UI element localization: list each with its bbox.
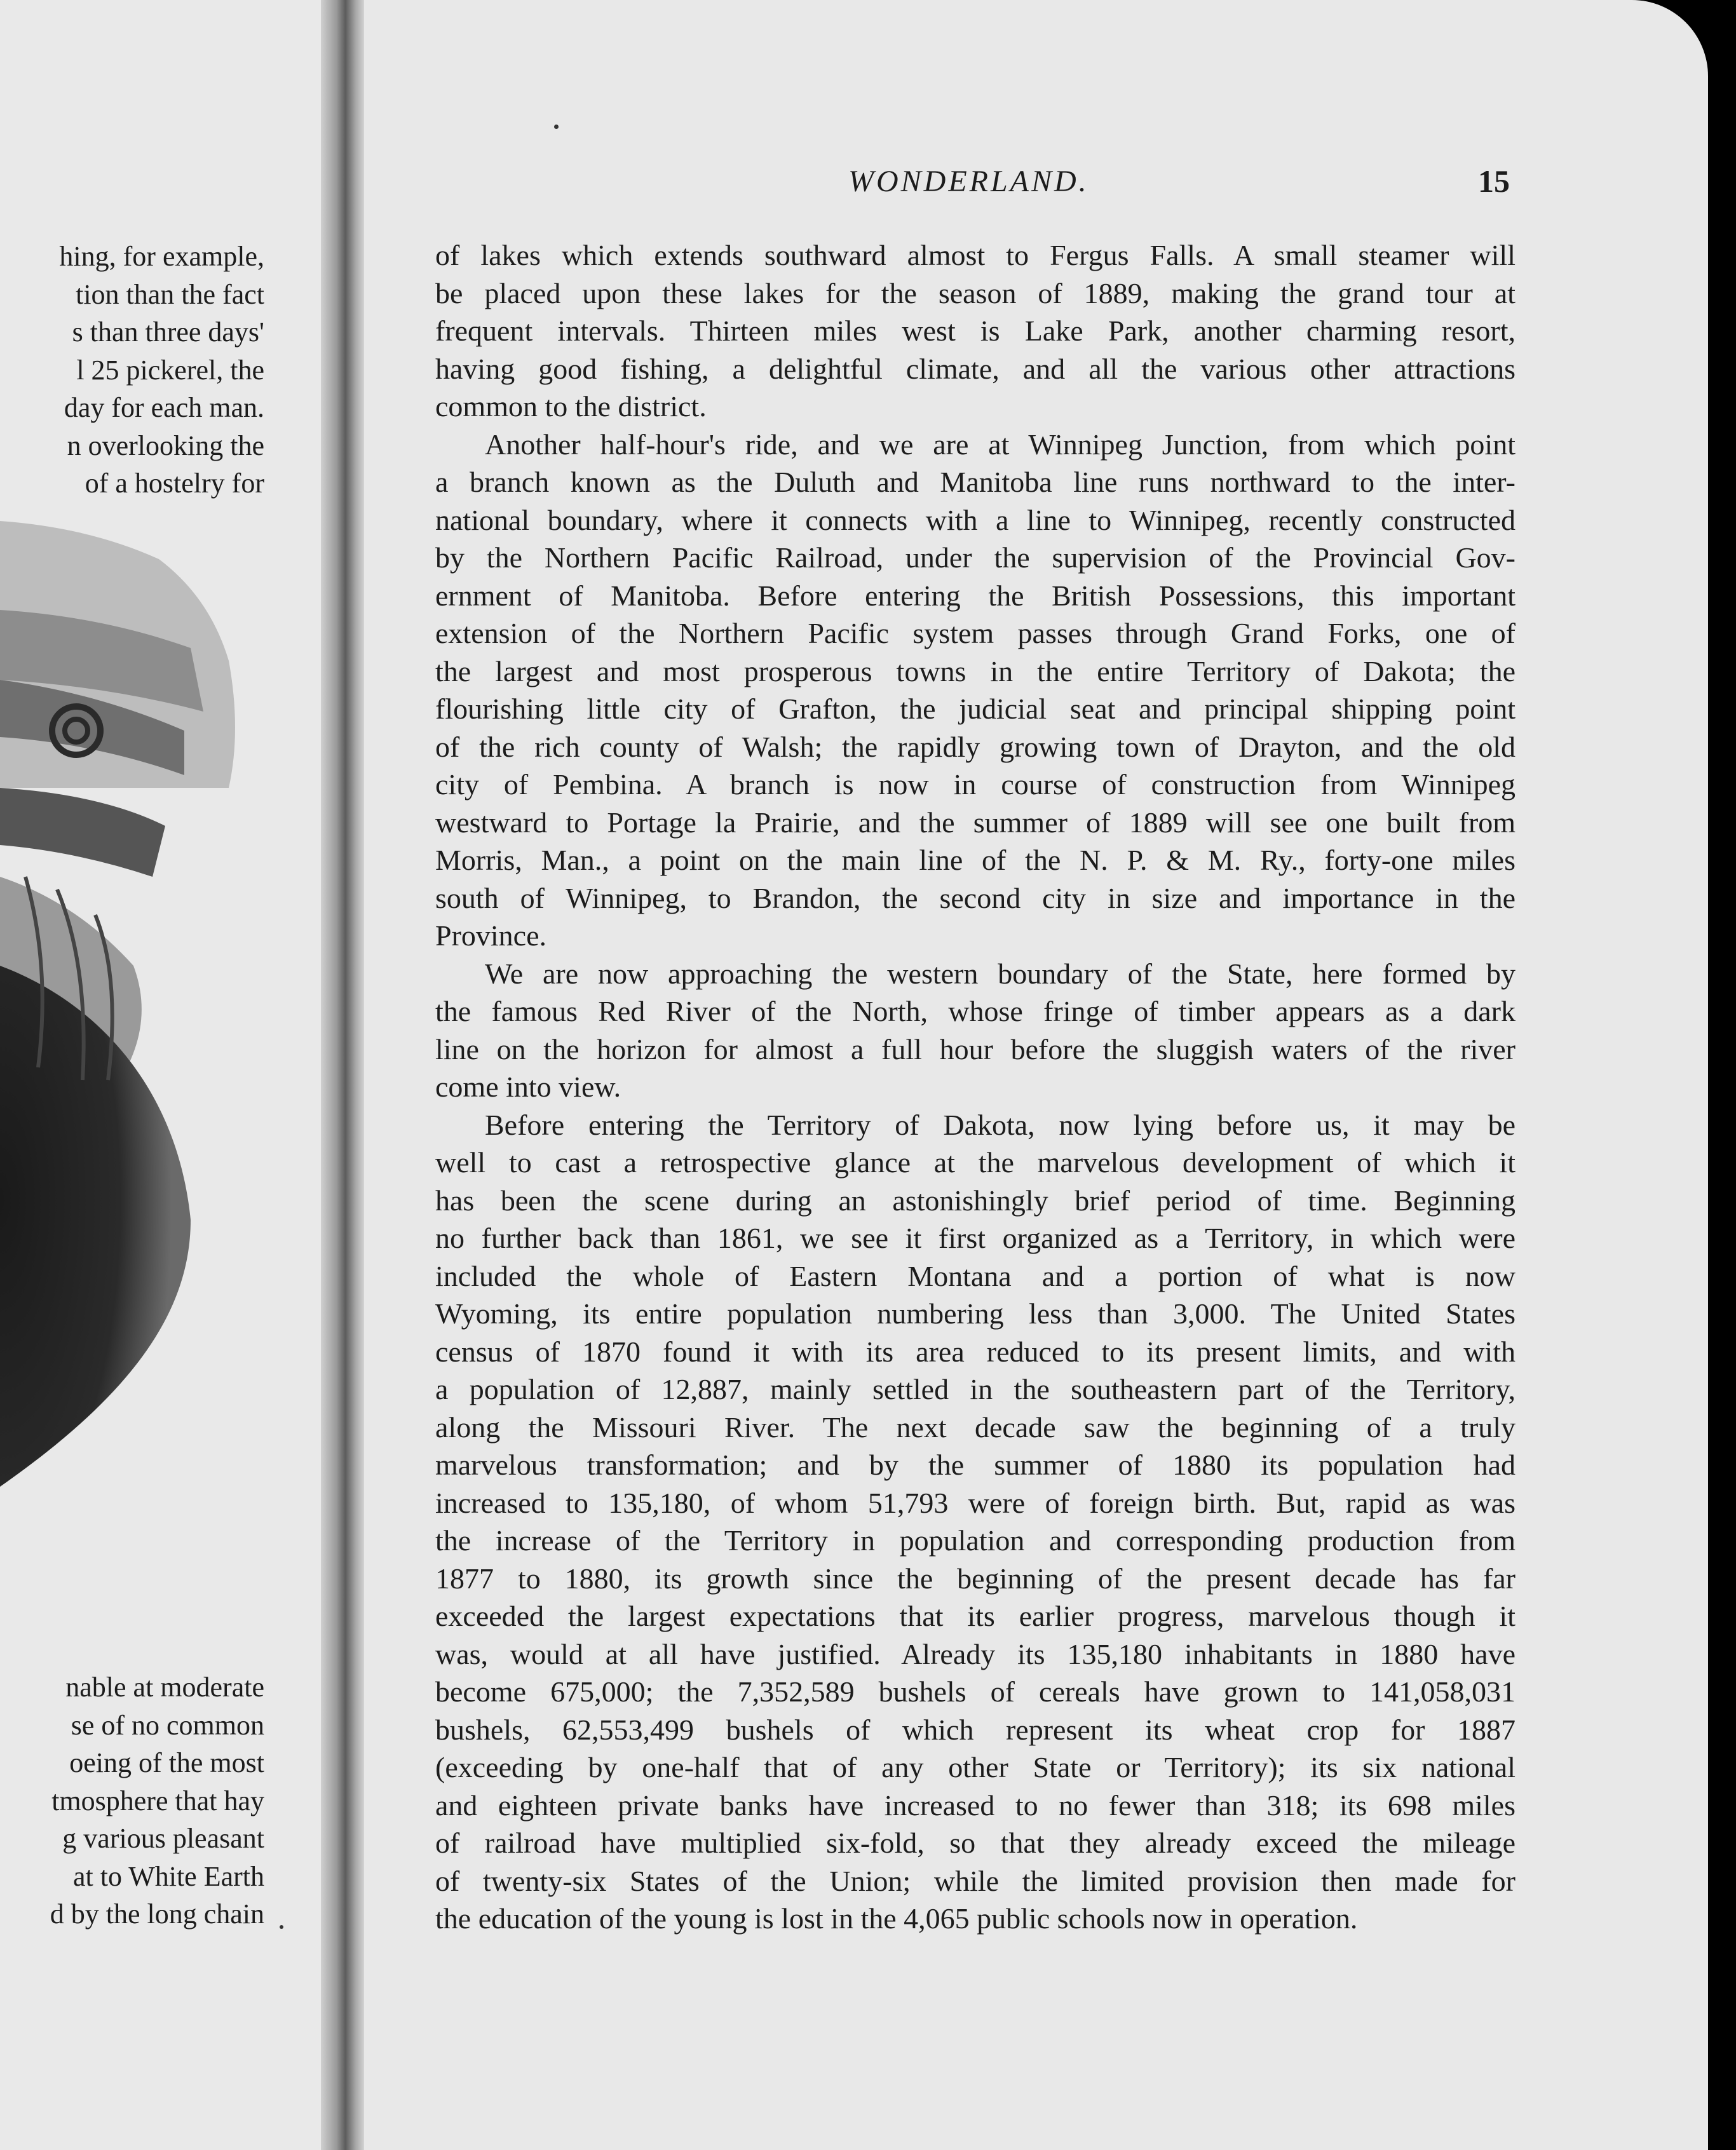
text-line: be placed upon these lakes for the season of 1889, making the grand tour at [435, 276, 1516, 309]
text-line: the famous Red River of the North, whose fringe of timber appears as a dark [435, 995, 1516, 1027]
text-line: and eighteen private banks have increased to no fewer than 318; its 698 miles [435, 1788, 1516, 1822]
text-line: exceeded the largest expectations that its earlier progress, marvelous though it [435, 1600, 1516, 1632]
engraving-illustration [0, 521, 241, 1512]
paragraph [435, 426, 1516, 955]
text-line: of railroad have multiplied six-fold, so that they already exceed the mileage [435, 1827, 1516, 1859]
body-text [435, 236, 1516, 1938]
text-line: Before entering the Territory of Dakota, now lying before us, it may be [485, 1108, 1516, 1141]
facing-page-line: day for each man. [64, 392, 264, 423]
text-line: national boundary, where it connects with a line to Winnipeg, recently constructed [435, 503, 1516, 536]
text-line: extension of the Northern Pacific system passes through Grand Forks, one of [435, 617, 1516, 649]
text-line: We are now approaching the western boundary of the State, here formed by [485, 957, 1516, 990]
facing-page-line: nable at moderate [65, 1672, 264, 1703]
page-number: 15 [1478, 163, 1510, 199]
text-line: 1877 to 1880, its growth since the beginning of the present decade has far [435, 1562, 1516, 1595]
ink-speck [554, 125, 559, 129]
text-line: included the whole of Eastern Montana and a portion of what is now [435, 1259, 1516, 1292]
text-line: the largest and most prosperous towns in the entire Territory of Dakota; the [435, 654, 1516, 687]
text-line: city of Pembina. A branch is now in course of construction from Winnipeg [435, 768, 1516, 801]
facing-page-line: s than three days' [72, 316, 264, 348]
text-line: a branch known as the Duluth and Manitoba line runs northward to the inter- [435, 466, 1516, 498]
text-line: no further back than 1861, we see it first organized as a Territory, in which were [435, 1222, 1516, 1254]
paragraph [435, 955, 1516, 1106]
text-line: the increase of the Territory in population and corresponding production from [435, 1524, 1516, 1557]
text-line: Another half-hour's ride, and we are at Winnipeg Junction, from which point [485, 428, 1516, 461]
paragraph [435, 1106, 1516, 1938]
text-line: common to the district. [435, 390, 707, 423]
text-line: Province. [435, 919, 547, 952]
text-line: of the rich county of Walsh; the rapidly growing town of Drayton, and the old [435, 730, 1516, 763]
facing-page-line: oeing of the most [69, 1747, 264, 1778]
text-line: of twenty-six States of the Union; while the limited provision then made for [435, 1864, 1516, 1897]
ink-speck [280, 1925, 283, 1929]
text-line: increased to 135,180, of whom 51,793 were of foreign birth. But, rapid as was [435, 1486, 1516, 1519]
text-line: flourishing little city of Grafton, the judicial seat and principal shipping point [435, 693, 1516, 725]
text-line: the education of the young is lost in the 4,065 public schools now in operation. [435, 1902, 1358, 1935]
facing-page-line: at to White Earth [73, 1860, 264, 1892]
text-line: marvelous transformation; and by the summer of 1880 its population had [435, 1449, 1516, 1481]
facing-page-line: of a hostelry for [85, 468, 264, 499]
text-line: bushels, 62,553,499 bushels of which represent its wheat crop for 1887 [435, 1713, 1516, 1746]
text-line: having good fishing, a delightful climate, and all the various other attractions [435, 352, 1516, 385]
facing-page [0, 0, 330, 2150]
text-line: was, would at all have justified. Already its 135,180 inhabitants in 1880 have [435, 1637, 1516, 1670]
facing-page-line: se of no common [71, 1709, 264, 1741]
text-line: (exceeding by one-half that of any other State or Territory); its six national [435, 1751, 1516, 1783]
paragraph [435, 236, 1516, 426]
text-line: census of 1870 found it with its area reduced to its present limits, and with [435, 1335, 1516, 1368]
text-line: Morris, Man., a point on the main line of the N. P. & M. Ry., forty-one miles [435, 844, 1516, 876]
facing-page-line: g various pleasant [62, 1823, 264, 1854]
text-line: frequent intervals. Thirteen miles west is Lake Park, another charming resort, [435, 314, 1516, 347]
text-line: Wyoming, its entire population numbering less than 3,000. The United States [435, 1297, 1516, 1330]
facing-page-line: n overlooking the [67, 429, 264, 461]
text-line: westward to Portage la Prairie, and the summer of 1889 will see one built from [435, 806, 1516, 839]
running-head: WONDERLAND. [848, 165, 1089, 198]
text-line: ernment of Manitoba. Before entering the British Possessions, this important [435, 579, 1516, 612]
facing-page-line: hing, for example, [59, 241, 264, 272]
text-line: line on the horizon for almost a full hour before the sluggish waters of the river [435, 1032, 1516, 1065]
text-line: south of Winnipeg, to Brandon, the second city in size and importance in the [435, 881, 1516, 914]
facing-page-line: d by the long chain [50, 1898, 264, 1930]
text-line: become 675,000; the 7,352,589 bushels of cereals have grown to 141,058,031 [435, 1675, 1516, 1708]
text-line: by the Northern Pacific Railroad, under the supervision of the Provincial Gov- [435, 541, 1516, 574]
facing-page-line: tmosphere that hay [51, 1785, 264, 1816]
text-line: come into view. [435, 1071, 621, 1103]
text-line: has been the scene during an astonishingly brief period of time. Beginning [435, 1184, 1516, 1217]
text-line: along the Missouri River. The next decade saw the beginning of a truly [435, 1410, 1516, 1443]
facing-page-line: tion than the fact [76, 278, 264, 310]
text-line: of lakes which extends southward almost to Fergus Falls. A small steamer will [435, 239, 1516, 271]
facing-page-line: l 25 pickerel, the [76, 354, 264, 386]
text-line: well to cast a retrospective glance at the marvelous development of which it [435, 1146, 1516, 1179]
book-gutter [321, 0, 365, 2150]
text-line: a population of 12,887, mainly settled in the southeastern part of the Territory, [435, 1373, 1516, 1405]
